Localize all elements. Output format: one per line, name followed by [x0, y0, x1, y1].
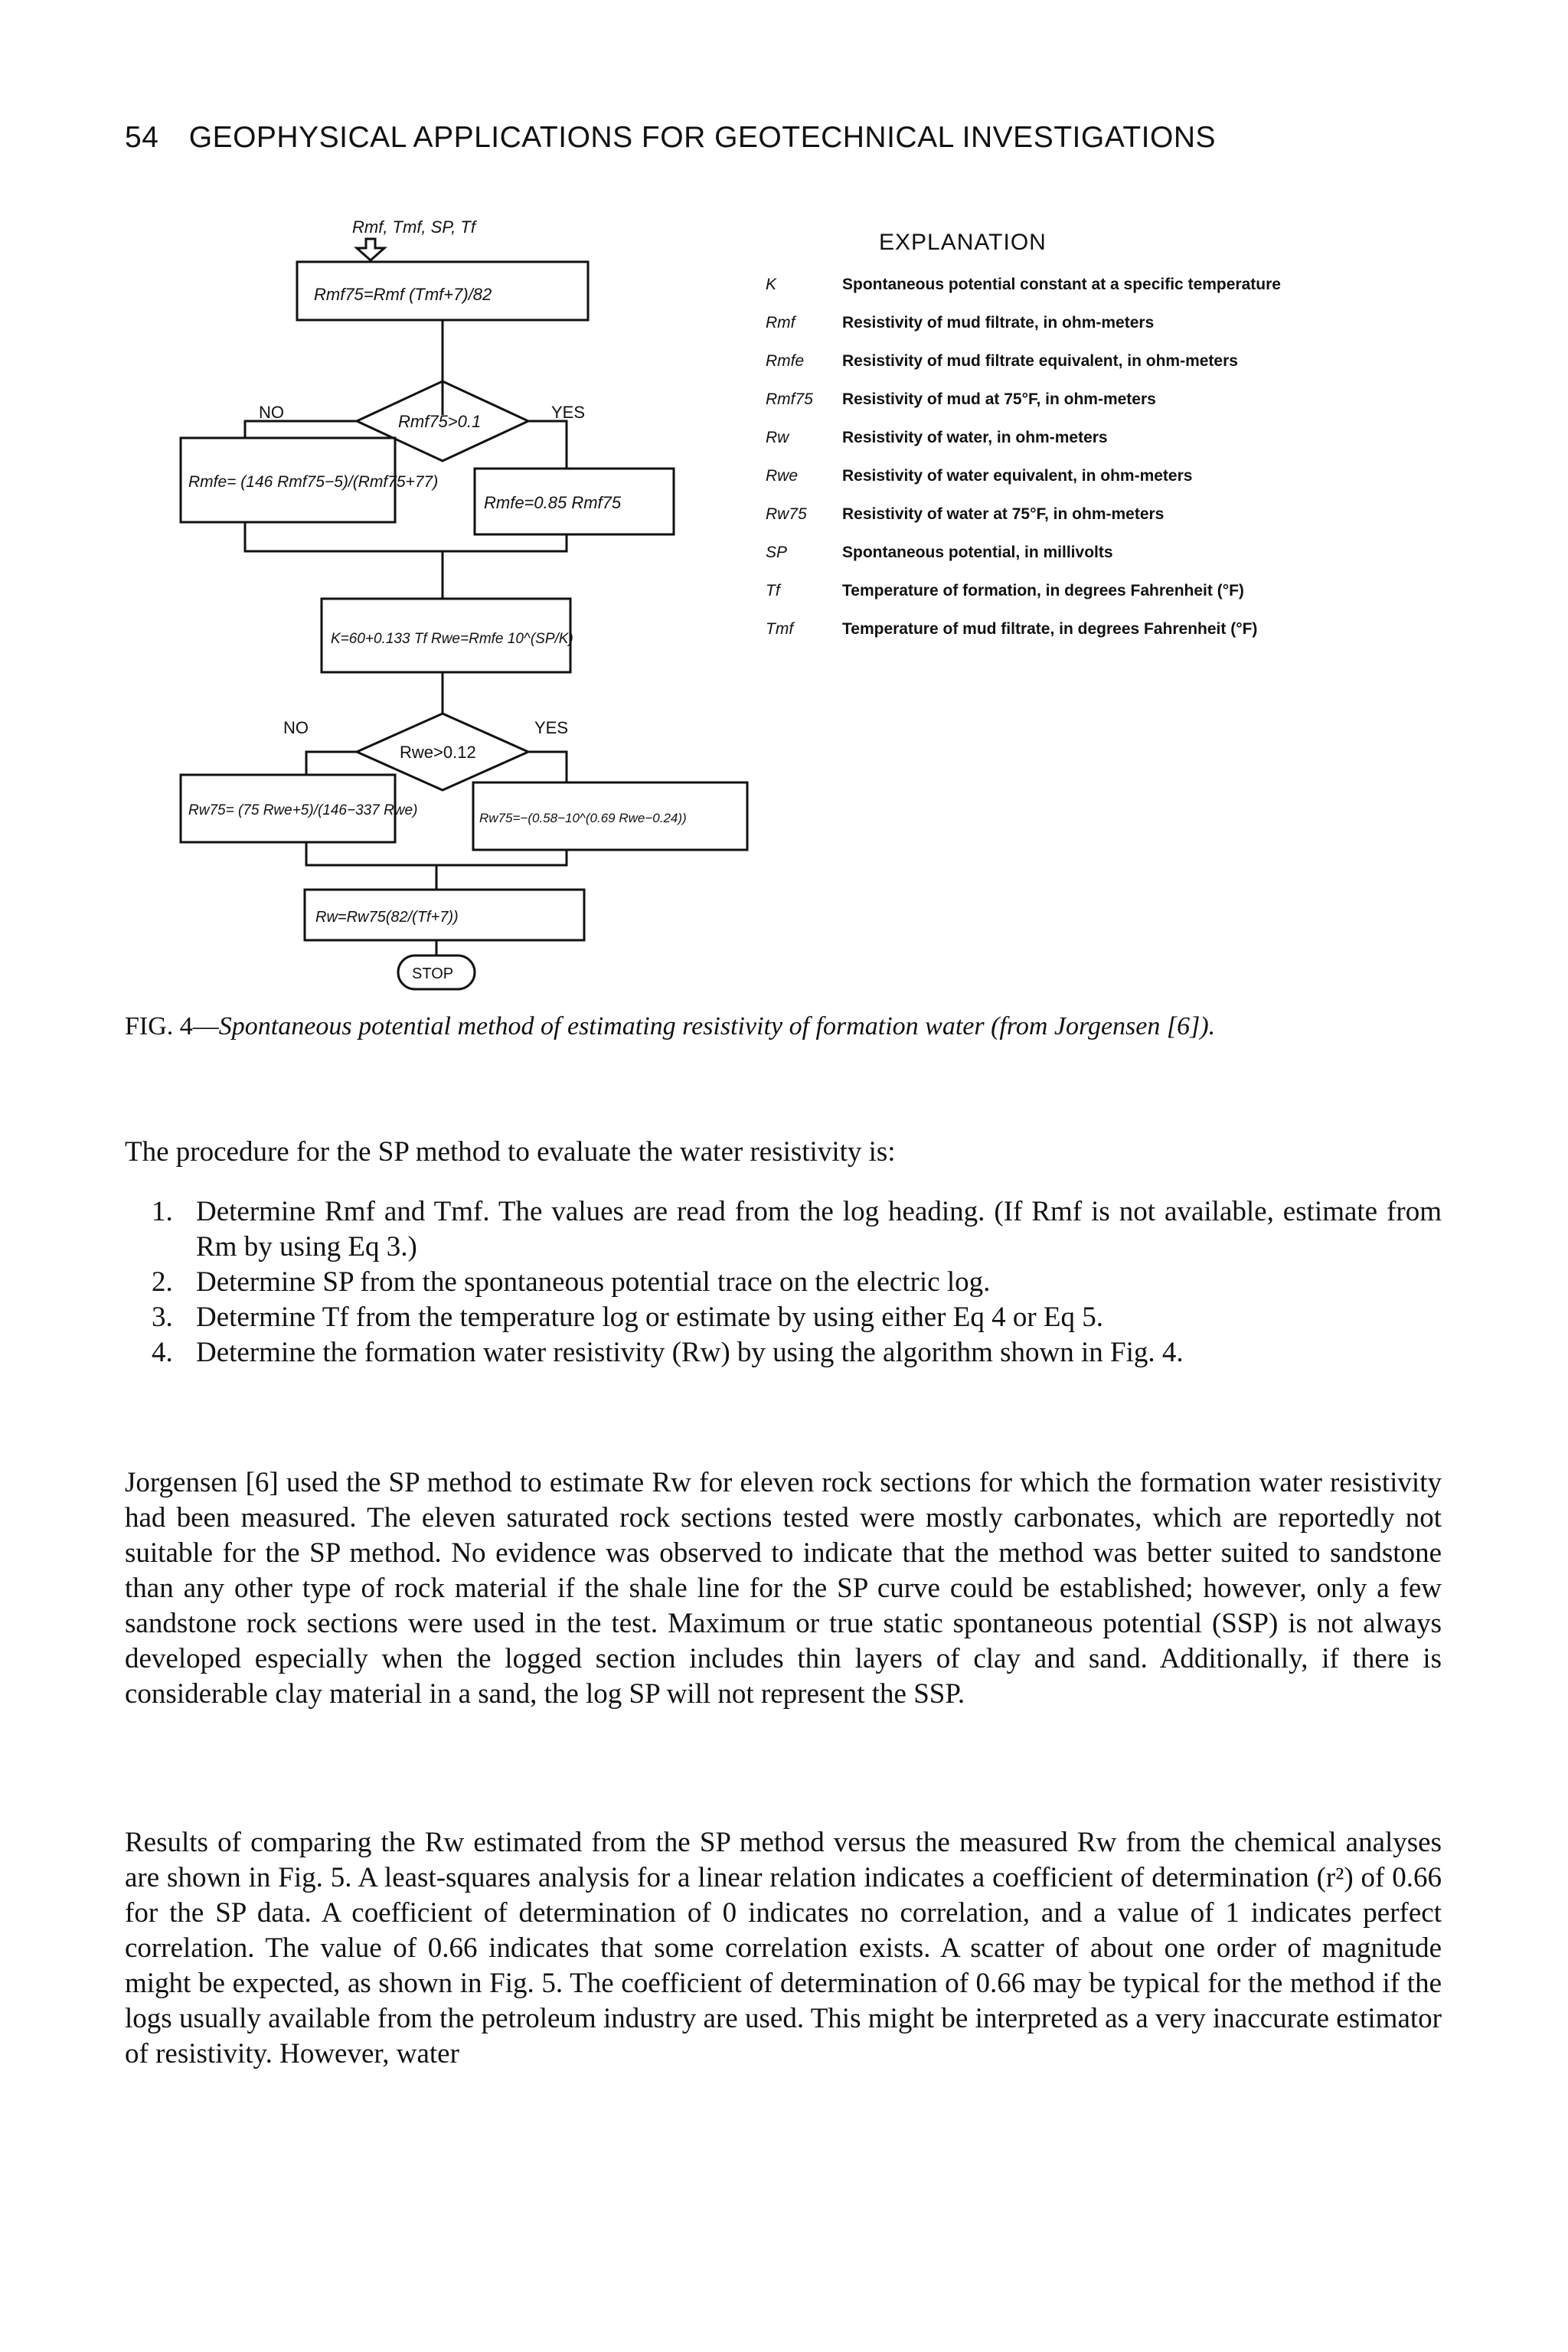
flow-box-rmfe-yes-text: Rmfe=0.85 Rmf75 — [484, 493, 622, 512]
procedure-step — [152, 1265, 1442, 1300]
flow-connector — [306, 752, 357, 775]
explanation-symbol: Rmfe — [766, 352, 805, 370]
flow-stop-text: STOP — [412, 965, 454, 982]
flow-no-label-2: NO — [283, 718, 309, 737]
running-title: GEOPHYSICAL APPLICATIONS FOR GEOTECHNICAL INVESTIGATIONS — [188, 121, 1216, 154]
explanation-definition: Resistivity of mud filtrate equivalent, in ohm-meters — [842, 352, 1238, 370]
explanation-definition: Resistivity of mud filtrate, in ohm-meters — [842, 314, 1155, 332]
figure-label: FIG. 4— — [125, 1012, 219, 1040]
step-number: 1. — [152, 1196, 173, 1227]
flow-box-rmfe-no-text: Rmfe= (146 Rmf75−5)/(Rmf75+77) — [188, 473, 439, 491]
flow-box-k-text: K=60+0.133 Tf Rwe=Rmfe 10^(SP/K) — [331, 631, 573, 647]
step-number: 2. — [152, 1266, 173, 1298]
running-header — [125, 121, 1216, 155]
explanation-symbol: Tmf — [766, 620, 794, 638]
explanation-symbol: Rw — [766, 429, 789, 446]
down-arrow-icon — [357, 239, 384, 260]
step-text: Determine Tf from the temperature log or estimate by using either Eq 4 or Eq 5. — [196, 1302, 1104, 1333]
explanation-definition: Temperature of formation, in degrees Fahrenheit (°F) — [842, 582, 1244, 599]
explanation-symbol: Rmf — [766, 314, 795, 332]
flow-connector — [245, 522, 567, 551]
flow-box-rw-text: Rw=Rw75(82/(Tf+7)) — [315, 909, 459, 926]
flow-connector — [528, 421, 567, 469]
flow-no-label: NO — [259, 403, 284, 422]
body-paragraph-2: Results of comparing the Rw estimated from the SP method versus the measured Rw from the chemical analyses are shown in Fig. 5. A least-squares analysis for a linear relation indicates a coefficient of determination (r²) of 0.66 for the SP data. A coefficient of determination of 0 indicates no correlation, and a value of 1 indicates perfect correlation. The value of 0.66 indicates that some correlation exists. A scatter of about one order of magnitude might be expected, as shown in Fig. 5. The coefficient of determination of 0.66 may be typical for the method if the logs usually available from the petroleum industry are used. This might be interpreted as a very inaccurate estimator of resistivity. However, water — [125, 1827, 1442, 2069]
explanation-definition: Temperature of mud filtrate, in degrees Fahrenheit (°F) — [842, 620, 1258, 638]
page-number: 54 — [125, 121, 159, 154]
explanation-definition: Spontaneous potential constant at a specific temperature — [842, 276, 1281, 293]
explanation-definition: Resistivity of water at 75°F, in ohm-meters — [842, 505, 1165, 523]
explanation-definition: Resistivity of water equivalent, in ohm-meters — [842, 467, 1193, 485]
explanation-symbol: Rw75 — [766, 505, 807, 523]
flow-box-rw75-no-text: Rw75= (75 Rwe+5)/(146−337 Rwe) — [188, 802, 418, 818]
flow-connector — [306, 842, 567, 865]
flow-connector — [528, 752, 567, 782]
explanation-definition: Resistivity of mud at 75°F, in ohm-meters — [842, 390, 1156, 408]
flow-connector — [245, 421, 357, 438]
procedure-step — [152, 1300, 1442, 1335]
figure-caption — [125, 1009, 1442, 1044]
explanation-symbol: K — [766, 276, 777, 293]
procedure-step — [152, 1194, 1442, 1265]
sp-method-flowchart — [168, 216, 750, 997]
step-text: Determine Rmf and Tmf. The values are read from the log heading. (If Rmf is not available, estimate from Rm by using Eq 3.) — [196, 1196, 1442, 1263]
flow-yes-label: YES — [551, 403, 586, 422]
explanation-symbol: Rmf75 — [766, 390, 813, 408]
flow-yes-label-2: YES — [534, 718, 569, 737]
step-number: 3. — [152, 1302, 173, 1333]
step-text: Determine the formation water resistivity (Rw) by using the algorithm shown in Fig. 4. — [196, 1337, 1184, 1368]
flow-decision-rwe-text: Rwe>0.12 — [400, 743, 476, 762]
step-number: 4. — [152, 1337, 173, 1368]
procedure-intro: The procedure for the SP method to evaluate the water resistivity is: — [125, 1136, 896, 1168]
explanation-title: EXPLANATION — [879, 230, 1047, 255]
explanation-symbol: SP — [766, 544, 788, 561]
explanation-definition: Resistivity of water, in ohm-meters — [842, 429, 1108, 446]
explanation-definition: Spontaneous potential, in millivolts — [842, 544, 1113, 561]
flow-decision-rmf75-text: Rmf75>0.1 — [398, 412, 482, 431]
step-text: Determine SP from the spontaneous potential trace on the electric log. — [196, 1266, 991, 1298]
explanation-symbol: Tf — [766, 582, 780, 599]
flow-inputs: Rmf, Tmf, SP, Tf — [352, 217, 475, 237]
flow-box-rw75-yes-text: Rw75=−(0.58−10^(0.69 Rwe−0.24)) — [479, 811, 687, 825]
flow-box-rmf75-text: Rmf75=Rmf (Tmf+7)/82 — [314, 285, 492, 304]
explanation-symbol: Rwe — [766, 467, 799, 485]
figure-caption-text: Spontaneous potential method of estimating resistivity of formation water (from Jorgensen [6]). — [218, 1012, 1216, 1040]
procedure-step — [152, 1335, 1442, 1370]
body-paragraph-1: Jorgensen [6] used the SP method to estimate Rw for eleven rock sections for which the formation water resistivity had been measured. The eleven saturated rock sections tested were mostly carbonates, which are reportedly not suitable for the SP method. No evidence was observed to indicate that the method was better suited to sandstone than any other type of rock material if the shale line for the SP curve could be established; however, only a few sandstone rock sections were used in the test. Maximum or true static spontaneous potential (SSP) is not always developed especially when the logged section includes thin layers of clay and sand. Additionally, if there is considerable clay material in a sand, the log SP will not represent the SSP. — [125, 1467, 1442, 1710]
